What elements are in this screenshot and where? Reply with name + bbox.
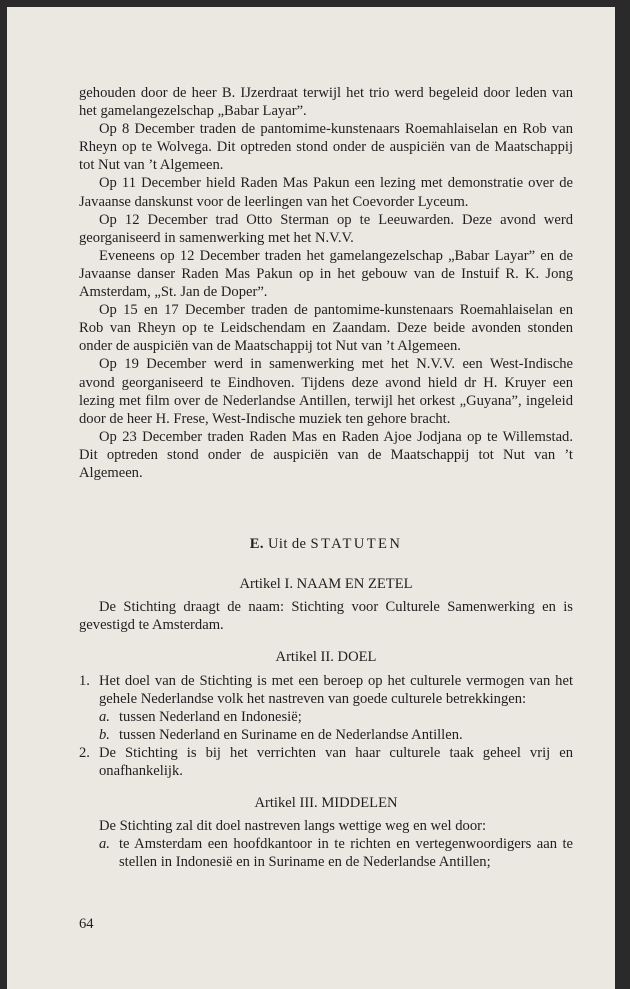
section-prefix: Uit de xyxy=(267,536,307,553)
page-number: 64 xyxy=(79,916,94,932)
sub-list-item xyxy=(79,726,573,744)
paragraph: Op 23 December traden Raden Mas en Raden Ajoe Jodjana op te Willemstad. Dit optreden stond onder de auspiciën van de Maatschappij tot Nut van ’t Algemeen. xyxy=(79,428,573,481)
sub-list-item xyxy=(79,708,573,726)
article-2-list xyxy=(79,672,573,781)
item-letter: b. xyxy=(99,726,110,743)
item-text: Het doel van de Stichting is met een beroep op het culturele vermogen van het gehele Nederlandse volk het nastreven van goede culturele betrekkingen: xyxy=(99,672,573,707)
item-letter: a. xyxy=(99,836,110,853)
item-text: te Amsterdam een hoofdkantoor in te richten en vertegenwoordigers aan te stellen in Indonesië en in Suriname en de Nederlandse Antillen; xyxy=(119,836,573,871)
item-number: 2. xyxy=(79,744,90,761)
article-3-text: De Stichting zal dit doel nastreven langs wettige weg en wel door: xyxy=(99,818,487,835)
list-item xyxy=(79,672,573,708)
paragraph: Op 11 December hield Raden Mas Pakun een lezing met demonstratie over de Javaanse danskunst voor de leerlingen van het Coevorder Lyceum. xyxy=(79,175,573,210)
section-title: STATUTEN xyxy=(310,536,403,553)
paragraph: Op 12 December trad Otto Sterman op te Leeuwarden. Deze avond werd georganiseerd in samenwerking met het N.V.V. xyxy=(79,211,573,246)
page-content xyxy=(79,84,573,871)
sub-list-item xyxy=(79,835,573,871)
item-text: De Stichting is bij het verrichten van haar culturele taak geheel vrij en onafhankelijk. xyxy=(99,744,573,779)
paragraph: Op 8 December traden de pantomime-kunstenaars Roemahlaiselan en Rob van Rheyn op te Wolvega. Dit optreden stond onder de auspiciën van de Maatschappij tot Nut van ’t Algemeen. xyxy=(79,121,573,174)
paragraph: gehouden door de heer B. IJzerdraat terwijl het trio werd begeleid door leden van het gamelangezelschap „Babar Layar”. xyxy=(79,85,573,120)
item-text: tussen Nederland en Suriname en de Nederlandse Antillen. xyxy=(119,726,463,743)
paragraph: Eveneens op 12 December traden het gamelangezelschap „Babar Layar” en de Javaanse danser Raden Mas Pakun op in het gebouw van de Instuif R. K. Jong Amsterdam, „St. Jan de Doper”. xyxy=(79,247,573,301)
section-letter: E. xyxy=(249,536,264,553)
item-letter: a. xyxy=(99,708,110,725)
paragraph: Op 19 December werd in samenwerking met het N.V.V. een West-Indische avond georganiseerd te Eindhoven. Tijdens deze avond hield dr H. Kruyer een lezing met film over de Nederlandse Antillen, terwijl het orkest „Guyana”, ingeleid door de heer H. Frese, West-Indische muziek ten gehore bracht. xyxy=(79,356,573,427)
section-heading xyxy=(79,535,573,553)
item-text: tussen Nederland en Indonesië; xyxy=(119,708,302,725)
page-edge-shadow xyxy=(615,7,630,989)
article-1-text: De Stichting draagt de naam: Stichting voor Culturele Samenwerking en is gevestigd te Amsterdam. xyxy=(79,599,573,634)
item-number: 1. xyxy=(79,672,90,689)
paragraph: Op 15 en 17 December traden de pantomime-kunstenaars Roemahlaiselan en Rob van Rheyn op te Leidschendam en Zaandam. Deze beide avonden stonden onder de auspiciën van de Maatschappij tot Nut van ’t Algemeen. xyxy=(79,302,573,355)
article-1-heading: Artikel I. NAAM EN ZETEL xyxy=(239,576,413,593)
article-3-heading: Artikel III. MIDDELEN xyxy=(254,795,398,812)
article-2-heading: Artikel II. DOEL xyxy=(275,649,377,666)
list-item xyxy=(79,744,573,780)
